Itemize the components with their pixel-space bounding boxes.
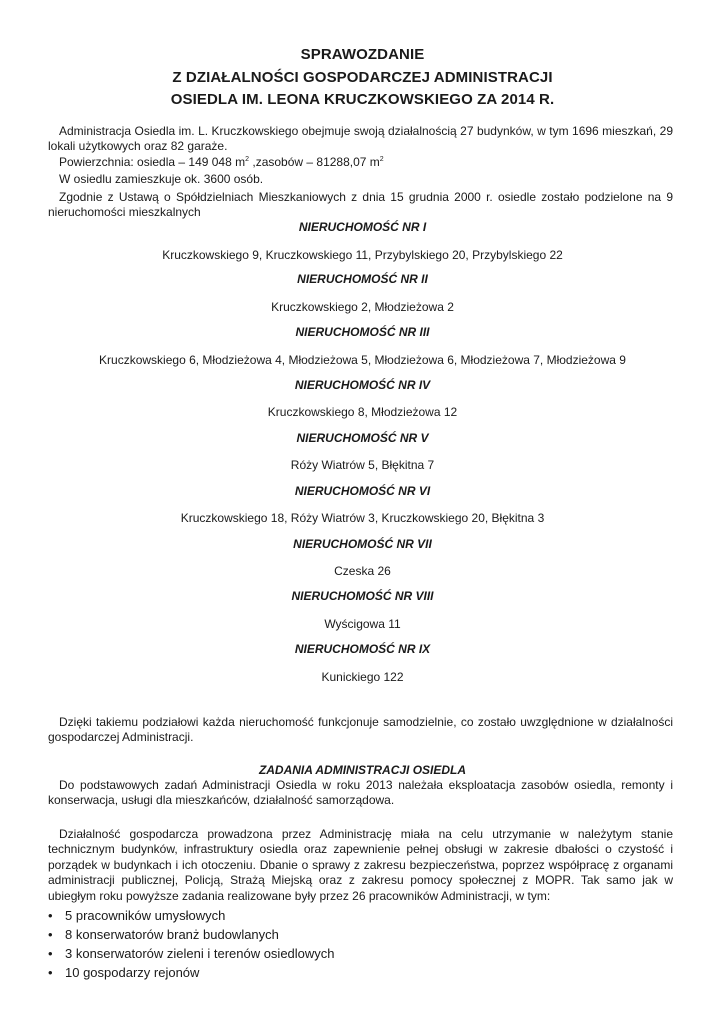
property-addresses: Kruczkowskiego 8, Młodzieżowa 12 (267, 405, 458, 419)
property-heading: NIERUCHOMOŚĆ NR I (298, 220, 427, 234)
bullet-icon: • (48, 946, 53, 961)
staff-list (48, 906, 335, 982)
property-heading: NIERUCHOMOŚĆ NR IX (294, 642, 431, 656)
property-heading: NIERUCHOMOŚĆ NR III (295, 325, 430, 339)
bullet-icon: • (48, 927, 53, 942)
property-addresses: Róży Wiatrów 5, Błękitna 7 (290, 458, 435, 472)
property-addresses: Wyścigowa 11 (324, 617, 401, 631)
property-heading: NIERUCHOMOŚĆ NR VIII (291, 589, 434, 603)
tasks-heading: ZADANIA ADMINISTRACJI OSIEDLA (258, 763, 467, 777)
property-heading: NIERUCHOMOŚĆ NR VI (294, 484, 431, 498)
title-line-1: SPRAWOZDANIE (300, 46, 425, 63)
report-title (0, 44, 725, 112)
list-item: • 8 konserwatorów branż budowlanych (48, 927, 279, 942)
property-heading: NIERUCHOMOŚĆ NR II (297, 272, 428, 286)
list-item: • 5 pracowników umysłowych (48, 908, 226, 923)
title-line-2: Z DZIAŁALNOŚCI GOSPODARCZEJ ADMINISTRACJI (172, 68, 553, 86)
property-heading: NIERUCHOMOŚĆ NR VII (293, 537, 432, 551)
title-line-3: OSIEDLA IM. LEONA KRUCZKOWSKIEGO ZA 2014 R. (170, 91, 555, 108)
property-addresses: Czeska 26 (334, 564, 391, 578)
division-paragraph: Zgodnie z Ustawą o Spółdzielniach Mieszkaniowych z dnia 15 grudnia 2000 r. osiedle zostało podzielone na 9 nieruchomości mieszkalnych (48, 190, 673, 220)
intro-paragraph: Administracja Osiedla im. L. Kruczkowskiego obejmuje swoją działalnością 27 budynków, w tym 1696 mieszkań, 29 lokali użytkowych oraz 82 garaże. (48, 124, 673, 154)
tasks-paragraph-1: Do podstawowych zadań Administracji Osiedla w roku 2013 należała eksploatacja zasobów osiedla, remonty i konserwacja, usługi dla mieszkańców, działalność samorządowa. (48, 778, 673, 808)
property-heading: NIERUCHOMOŚĆ NR IV (294, 378, 431, 392)
property-addresses: Kruczkowskiego 2, Młodzieżowa 2 (271, 300, 454, 314)
property-addresses: Kruczkowskiego 18, Róży Wiatrów 3, Kruczkowskiego 20, Błękitna 3 (180, 511, 545, 525)
list-item: • 3 konserwatorów zieleni i terenów osiedlowych (48, 946, 335, 961)
property-addresses: Kruczkowskiego 6, Młodzieżowa 4, Młodzieżowa 5, Młodzieżowa 6, Młodzieżowa 7, Młodzieżowa 9 (99, 353, 626, 367)
area-line: Powierzchnia: osiedla – 149 048 $m^2$ ,zasobów – 81288,07 $m^2$ (59, 155, 384, 169)
bullet-icon: • (48, 965, 53, 980)
division-note-paragraph: Dzięki takiemu podziałowi każda nieruchomość funkcjonuje samodzielnie, co zostało uwzględnione w działalności gospodarczej Administracji. (48, 715, 673, 745)
property-heading: NIERUCHOMOŚĆ NR V (296, 431, 429, 445)
property-addresses: Kunickiego 122 (321, 670, 404, 684)
residents-line: W osiedlu zamieszkuje ok. 3600 osób. (59, 172, 264, 186)
list-item: • 10 gospodarzy rejonów (48, 965, 200, 980)
bullet-icon: • (48, 908, 53, 923)
property-addresses: Kruczkowskiego 9, Kruczkowskiego 11, Przybylskiego 20, Przybylskiego 22 (162, 248, 563, 262)
tasks-paragraph-2: Działalność gospodarcza prowadzona przez Administrację miała na celu utrzymanie w należytym stanie technicznym budynków, infrastruktury osiedla oraz zapewnienie pełnej obsługi w zakresie dbałości o czystość i porządek w budynkach i ich otoczeniu. Dbanie o sprawy z zakresu bezpieczeństwa, poprzez współpracę z organami administracji publicznej, Policją, Strażą Miejską oraz z zakresu pomocy społecznej z MOPR. Tak samo jak w ubiegłym roku powyższe zadania realizowane były przez 26 pracowników Administracji, w tym: (48, 827, 673, 903)
